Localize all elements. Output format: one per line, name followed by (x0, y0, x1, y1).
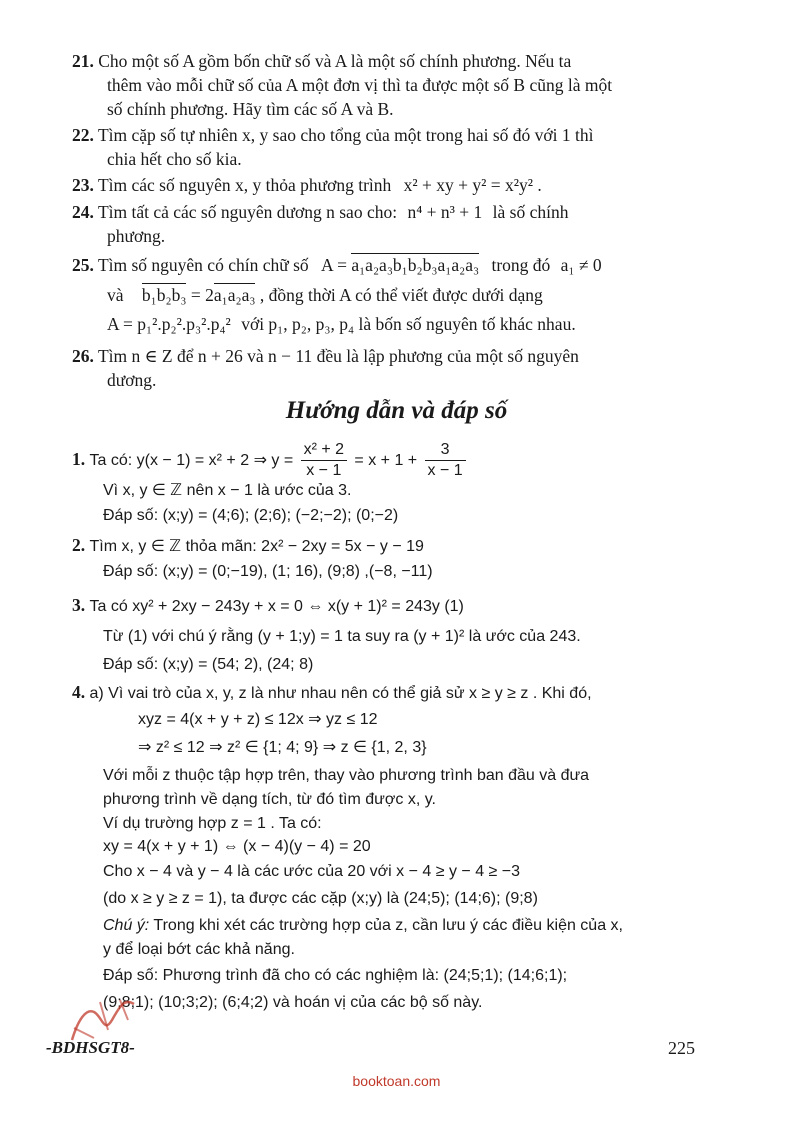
answer-text: Ta có xy² + 2xy − 243y + x = 0 ⇔ x(y + 1)² = 243y (1) (89, 598, 464, 615)
problem-21-line-1 (72, 50, 571, 72)
problem-text: trong đó (491, 255, 551, 275)
equation-lhs: A = (321, 255, 347, 275)
problem-24-line-1 (72, 201, 569, 223)
answer-text: = x + 1 + (354, 452, 418, 469)
answer-4-line-7: xy = 4(x + y + 1) ⇔ (x − 4)(y − 4) = 20 (103, 838, 371, 855)
problem-text: , đồng thời A có thể viết được dưới dạng (259, 285, 543, 305)
answer-4-line-3: ⇒ z² ≤ 12 ⇒ z² ∈ {1; 4; 9} ⇒ z ∈ {1, 2, 3} (138, 739, 427, 756)
problem-number: 23. (72, 175, 94, 195)
answer-number: 3. (72, 595, 86, 615)
answer-4-line-1 (72, 681, 592, 705)
equation: x² + xy + y² = x²y² . (403, 175, 542, 195)
problem-25-line-3 (107, 313, 576, 335)
overlined-digits: a₁a₂a₃ (213, 285, 256, 305)
answer-1-line-3: Đáp số: (x;y) = (4;6); (2;6); (−2;−2); (0;−2) (103, 507, 399, 524)
problem-23-line-1 (72, 174, 542, 196)
section-title: Hướng dẫn và đáp số (285, 397, 508, 424)
problem-text: với p₁, p₂, p₃, p₄ là bốn số nguyên tố khác nhau. (241, 314, 576, 334)
problem-21-line-2: thêm vào mỗi chữ số của A một đơn vị thì ta được một số B cũng là một (107, 75, 613, 95)
problem-number: 24. (72, 202, 94, 222)
problem-text: là số chính (492, 202, 569, 222)
overlined-digits: a₁a₂a₃b₁b₂b₃a₁a₂a₃ (351, 255, 480, 275)
answer-3-line-3: Đáp số: (x;y) = (54; 2), (24; 8) (103, 656, 314, 673)
answer-number: 2. (72, 535, 86, 555)
problem-number: 22. (72, 125, 94, 145)
answer-4-line-8: Cho x − 4 và y − 4 là các ước của 20 với x − 4 ≥ y − 4 ≥ −3 (103, 863, 521, 880)
overlined-digits: b₁b₂b₃ (141, 285, 187, 305)
problem-22-line-1 (72, 124, 593, 146)
problem-25-line-2 (107, 284, 543, 306)
problem-22-line-2: chia hết cho số kia. (107, 149, 242, 169)
problem-text: Tìm các số nguyên x, y thỏa phương trình (97, 175, 392, 195)
condition: a₁ ≠ 0 (560, 255, 602, 275)
problem-21-line-3: số chính phương. Hãy tìm các số A và B. (107, 99, 394, 119)
problem-text: và (107, 285, 124, 305)
problem-text: Cho một số A gồm bốn chữ số và A là một số chính phương. Nếu ta (98, 51, 572, 71)
answer-text: Trong khi xét các trường hợp của z, cần lưu ý các điều kiện của x, (153, 917, 623, 934)
answer-4-line-11: y để loại bớt các khả năng. (103, 941, 295, 958)
answer-4-line-13: (9;8;1); (10;3;2); (6;4;2) và hoán vị của các bộ số này. (103, 994, 483, 1011)
footer-book-code: -BDHSGT8- (46, 1038, 135, 1057)
note-label: Chú ý: (103, 917, 150, 934)
answer-1-line-2: Vì x, y ∈ ℤ nên x − 1 là ước của 3. (103, 482, 352, 499)
problem-26-line-2: dương. (107, 370, 157, 390)
answer-1-line-1 (72, 437, 469, 481)
answer-3-line-1 (72, 594, 464, 618)
problem-number: 25. (72, 255, 94, 275)
site-watermark: booktoan.com (352, 1073, 441, 1089)
problem-text: Tìm n ∈ Z để n + 26 và n − 11 đều là lập phương của một số nguyên (97, 346, 579, 366)
answer-text: Tìm x, y ∈ ℤ thỏa mãn: 2x² − 2xy = 5x − y − 19 (89, 538, 424, 555)
page-number: 225 (668, 1038, 695, 1058)
equation: n⁴ + n³ + 1 (407, 202, 483, 222)
answer-4-line-2: xyz = 4(x + y + z) ≤ 12x ⇒ yz ≤ 12 (138, 711, 378, 728)
answer-4-line-9: (do x ≥ y ≥ z = 1), ta được các cặp (x;y) là (24;5); (14;6); (9;8) (103, 890, 538, 907)
fraction-numerator: x² + 2 (301, 440, 347, 461)
answer-4-line-5: phương trình về dạng tích, từ đó tìm được x, y. (103, 791, 436, 808)
answer-2-line-2: Đáp số: (x;y) = (0;−19), (1; 16), (9;8) ,(−8, −11) (103, 563, 433, 580)
equation: A = p₁².p₂².p₃².p₄² (107, 314, 231, 334)
problem-text: Tìm số nguyên có chín chữ số (97, 255, 309, 275)
answer-number: 4. (72, 682, 86, 702)
problem-text: Tìm tất cả các số nguyên dương n sao cho: (97, 202, 398, 222)
problem-text: Tìm cặp số tự nhiên x, y sao cho tổng của một trong hai số đó với 1 thì (97, 125, 594, 145)
fraction (301, 440, 347, 481)
problem-number: 21. (72, 51, 94, 71)
problem-25-line-1 (72, 254, 602, 276)
answer-4-line-4: Với mỗi z thuộc tập hợp trên, thay vào phương trình ban đầu và đưa (103, 767, 590, 784)
fraction (425, 440, 466, 481)
fraction-denominator: x − 1 (427, 462, 463, 480)
red-stamp-mark (64, 990, 154, 1045)
problem-24-line-2: phương. (107, 226, 166, 246)
problem-number: 26. (72, 346, 94, 366)
answer-4-line-6: Ví dụ trường hợp z = 1 . Ta có: (103, 815, 322, 832)
fraction-numerator: 3 (425, 440, 466, 461)
answer-3-line-2: Từ (1) với chú ý rằng (y + 1;y) = 1 ta suy ra (y + 1)² là ước của 243. (103, 628, 581, 645)
answer-text: Ta có: y(x − 1) = x² + 2 ⇒ y = (89, 452, 294, 469)
answer-2-line-1 (72, 534, 424, 558)
fraction-denominator: x − 1 (306, 462, 342, 480)
answer-text: a) Vì vai trò của x, y, z là như nhau nên có thể giả sử x ≥ y ≥ z . Khi đó, (89, 685, 592, 702)
answer-number: 1. (72, 449, 86, 469)
answer-4-line-10 (103, 915, 623, 937)
answer-4-line-12: Đáp số: Phương trình đã cho có các nghiệm là: (24;5;1); (14;6;1); (103, 967, 568, 984)
equation: = 2 (190, 285, 214, 305)
problem-26-line-1 (72, 345, 579, 367)
